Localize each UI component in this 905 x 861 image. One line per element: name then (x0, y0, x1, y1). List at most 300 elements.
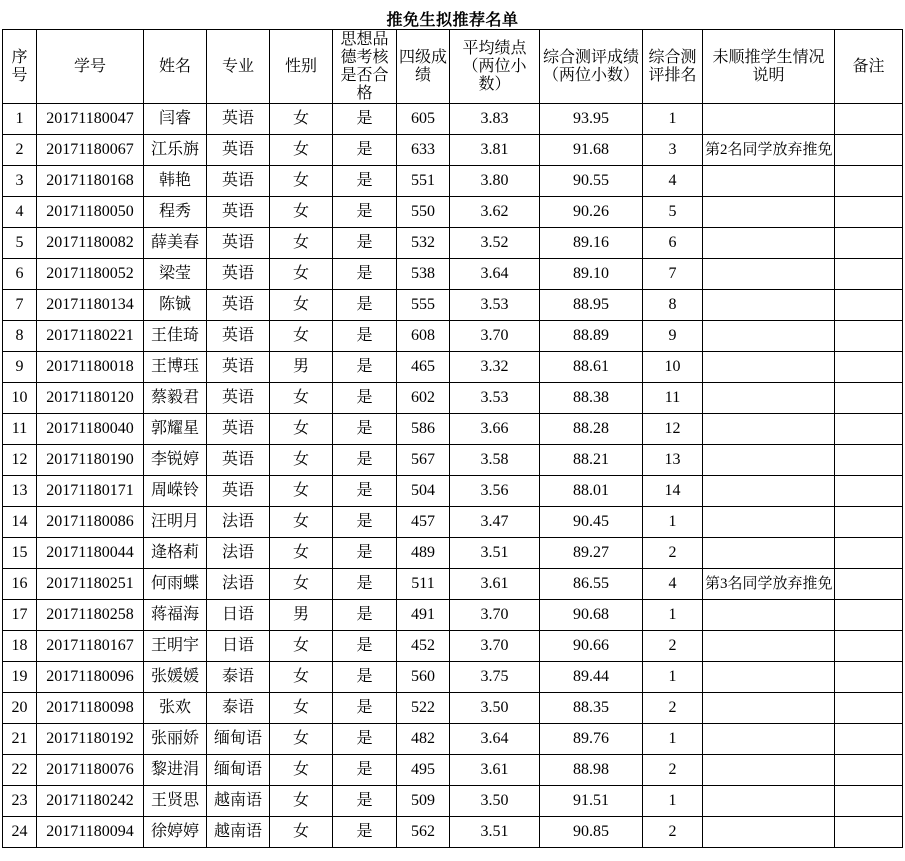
cell-cet4-score: 608 (397, 321, 450, 352)
cell-name: 韩艳 (144, 166, 207, 197)
table-row (3, 166, 903, 197)
cell-evaluation-rank: 11 (643, 383, 703, 414)
cell-cet4-score: 509 (397, 786, 450, 817)
cell-moral-assessment: 是 (333, 662, 397, 693)
cell-evaluation-score: 89.44 (540, 662, 643, 693)
cell-major: 越南语 (207, 817, 270, 848)
cell-name: 郭耀星 (144, 414, 207, 445)
cell-remark (835, 507, 903, 538)
header-cell-student-id: 学号 (37, 30, 144, 104)
cell-moral-assessment: 是 (333, 693, 397, 724)
cell-index: 19 (3, 662, 37, 693)
table-row (3, 197, 903, 228)
cell-evaluation-rank: 1 (643, 507, 703, 538)
cell-evaluation-rank: 1 (643, 662, 703, 693)
cell-remark (835, 259, 903, 290)
header-cell-cet4-score: 四级成绩 (397, 30, 450, 104)
cell-major: 英语 (207, 321, 270, 352)
cell-moral-assessment: 是 (333, 507, 397, 538)
cell-evaluation-score: 90.55 (540, 166, 643, 197)
cell-cet4-score: 555 (397, 290, 450, 321)
cell-cet4-score: 532 (397, 228, 450, 259)
cell-major: 法语 (207, 569, 270, 600)
cell-gender: 女 (270, 135, 333, 166)
cell-name: 闫睿 (144, 104, 207, 135)
cell-gpa: 3.61 (450, 755, 540, 786)
table-row (3, 321, 903, 352)
cell-name: 黎进涓 (144, 755, 207, 786)
cell-major: 缅甸语 (207, 755, 270, 786)
cell-cet4-score: 567 (397, 445, 450, 476)
cell-index: 20 (3, 693, 37, 724)
cell-student-id: 20171180094 (37, 817, 144, 848)
cell-cet4-score: 491 (397, 600, 450, 631)
cell-name: 李锐婷 (144, 445, 207, 476)
cell-remark (835, 724, 903, 755)
cell-moral-assessment: 是 (333, 197, 397, 228)
cell-moral-assessment: 是 (333, 228, 397, 259)
cell-evaluation-rank: 2 (643, 693, 703, 724)
cell-student-id: 20171180192 (37, 724, 144, 755)
cell-name: 张丽娇 (144, 724, 207, 755)
cell-evaluation-rank: 10 (643, 352, 703, 383)
cell-moral-assessment: 是 (333, 538, 397, 569)
cell-gpa: 3.81 (450, 135, 540, 166)
cell-student-id: 20171180167 (37, 631, 144, 662)
cell-remark (835, 135, 903, 166)
cell-index: 13 (3, 476, 37, 507)
cell-evaluation-score: 90.68 (540, 600, 643, 631)
cell-skip-note (703, 786, 835, 817)
cell-gender: 女 (270, 414, 333, 445)
table-row (3, 662, 903, 693)
table-row (3, 228, 903, 259)
cell-evaluation-score: 90.66 (540, 631, 643, 662)
cell-name: 王佳琦 (144, 321, 207, 352)
cell-remark (835, 817, 903, 848)
cell-gender: 女 (270, 166, 333, 197)
cell-major: 越南语 (207, 786, 270, 817)
cell-student-id: 20171180251 (37, 569, 144, 600)
cell-index: 4 (3, 197, 37, 228)
cell-name: 梁莹 (144, 259, 207, 290)
cell-index: 14 (3, 507, 37, 538)
cell-cet4-score: 633 (397, 135, 450, 166)
cell-student-id: 20171180258 (37, 600, 144, 631)
header-cell-gpa: 平均绩点（两位小数） (450, 30, 540, 104)
cell-remark (835, 197, 903, 228)
cell-skip-note: 第2名同学放弃推免 (703, 135, 835, 166)
cell-major: 泰语 (207, 662, 270, 693)
cell-gender: 女 (270, 693, 333, 724)
cell-gpa: 3.70 (450, 321, 540, 352)
cell-evaluation-rank: 2 (643, 631, 703, 662)
cell-moral-assessment: 是 (333, 383, 397, 414)
cell-evaluation-rank: 14 (643, 476, 703, 507)
cell-student-id: 20171180044 (37, 538, 144, 569)
cell-name: 江乐旃 (144, 135, 207, 166)
cell-name: 何雨蝶 (144, 569, 207, 600)
cell-evaluation-rank: 7 (643, 259, 703, 290)
cell-cet4-score: 605 (397, 104, 450, 135)
cell-index: 15 (3, 538, 37, 569)
cell-moral-assessment: 是 (333, 476, 397, 507)
cell-evaluation-rank: 1 (643, 724, 703, 755)
cell-major: 缅甸语 (207, 724, 270, 755)
cell-evaluation-score: 89.10 (540, 259, 643, 290)
cell-index: 16 (3, 569, 37, 600)
header-cell-evaluation-rank: 综合测评排名 (643, 30, 703, 104)
cell-gpa: 3.64 (450, 259, 540, 290)
cell-gpa: 3.47 (450, 507, 540, 538)
cell-major: 日语 (207, 631, 270, 662)
cell-index: 9 (3, 352, 37, 383)
cell-gpa: 3.51 (450, 817, 540, 848)
cell-name: 徐婷婷 (144, 817, 207, 848)
cell-name: 陈铖 (144, 290, 207, 321)
cell-gender: 女 (270, 476, 333, 507)
cell-gpa: 3.53 (450, 290, 540, 321)
cell-evaluation-score: 88.98 (540, 755, 643, 786)
cell-index: 10 (3, 383, 37, 414)
cell-major: 英语 (207, 290, 270, 321)
cell-gpa: 3.50 (450, 786, 540, 817)
cell-moral-assessment: 是 (333, 321, 397, 352)
cell-remark (835, 569, 903, 600)
table-row (3, 352, 903, 383)
cell-evaluation-score: 88.38 (540, 383, 643, 414)
cell-cet4-score: 452 (397, 631, 450, 662)
cell-remark (835, 476, 903, 507)
cell-student-id: 20171180242 (37, 786, 144, 817)
cell-evaluation-score: 90.26 (540, 197, 643, 228)
cell-gpa: 3.66 (450, 414, 540, 445)
recommendation-table (2, 29, 903, 848)
cell-gender: 女 (270, 445, 333, 476)
cell-gender: 女 (270, 817, 333, 848)
cell-major: 英语 (207, 166, 270, 197)
cell-evaluation-rank: 1 (643, 786, 703, 817)
table-row (3, 786, 903, 817)
cell-skip-note (703, 290, 835, 321)
cell-student-id: 20171180221 (37, 321, 144, 352)
cell-evaluation-score: 88.01 (540, 476, 643, 507)
cell-major: 英语 (207, 476, 270, 507)
cell-remark (835, 538, 903, 569)
cell-name: 王博珏 (144, 352, 207, 383)
cell-evaluation-score: 89.76 (540, 724, 643, 755)
header-cell-major: 专业 (207, 30, 270, 104)
cell-name: 张欢 (144, 693, 207, 724)
cell-moral-assessment: 是 (333, 135, 397, 166)
cell-skip-note (703, 414, 835, 445)
cell-gpa: 3.51 (450, 538, 540, 569)
cell-skip-note (703, 600, 835, 631)
cell-skip-note (703, 445, 835, 476)
cell-cet4-score: 457 (397, 507, 450, 538)
table-row (3, 538, 903, 569)
cell-remark (835, 321, 903, 352)
cell-skip-note (703, 383, 835, 414)
cell-moral-assessment: 是 (333, 724, 397, 755)
cell-evaluation-score: 90.85 (540, 817, 643, 848)
cell-gender: 女 (270, 259, 333, 290)
cell-index: 7 (3, 290, 37, 321)
cell-gender: 女 (270, 724, 333, 755)
cell-gpa: 3.70 (450, 631, 540, 662)
cell-evaluation-rank: 3 (643, 135, 703, 166)
cell-major: 英语 (207, 197, 270, 228)
cell-gender: 女 (270, 631, 333, 662)
cell-index: 1 (3, 104, 37, 135)
cell-evaluation-rank: 6 (643, 228, 703, 259)
cell-major: 英语 (207, 228, 270, 259)
cell-major: 英语 (207, 352, 270, 383)
cell-student-id: 20171180096 (37, 662, 144, 693)
table-row (3, 817, 903, 848)
cell-evaluation-score: 91.51 (540, 786, 643, 817)
cell-evaluation-rank: 4 (643, 569, 703, 600)
table-row (3, 600, 903, 631)
table-row (3, 693, 903, 724)
cell-gender: 女 (270, 538, 333, 569)
cell-gender: 女 (270, 290, 333, 321)
cell-gpa: 3.58 (450, 445, 540, 476)
cell-skip-note (703, 662, 835, 693)
cell-cet4-score: 495 (397, 755, 450, 786)
cell-student-id: 20171180050 (37, 197, 144, 228)
cell-major: 法语 (207, 507, 270, 538)
cell-moral-assessment: 是 (333, 631, 397, 662)
cell-index: 11 (3, 414, 37, 445)
cell-cet4-score: 550 (397, 197, 450, 228)
page-title: 推免生拟推荐名单 (386, 12, 519, 29)
cell-name: 蔡毅君 (144, 383, 207, 414)
cell-skip-note (703, 507, 835, 538)
cell-remark (835, 445, 903, 476)
cell-moral-assessment: 是 (333, 569, 397, 600)
cell-evaluation-score: 88.95 (540, 290, 643, 321)
header-cell-name: 姓名 (144, 30, 207, 104)
cell-evaluation-rank: 2 (643, 538, 703, 569)
table-row (3, 507, 903, 538)
cell-remark (835, 600, 903, 631)
cell-evaluation-score: 91.68 (540, 135, 643, 166)
table-row (3, 724, 903, 755)
cell-gpa: 3.75 (450, 662, 540, 693)
cell-major: 法语 (207, 538, 270, 569)
cell-major: 英语 (207, 104, 270, 135)
cell-major: 英语 (207, 383, 270, 414)
cell-remark (835, 786, 903, 817)
cell-student-id: 20171180134 (37, 290, 144, 321)
cell-skip-note: 第3名同学放弃推免 (703, 569, 835, 600)
cell-evaluation-score: 89.27 (540, 538, 643, 569)
header-cell-moral-assessment: 思想品德考核是否合格 (333, 30, 397, 104)
cell-moral-assessment: 是 (333, 104, 397, 135)
cell-moral-assessment: 是 (333, 817, 397, 848)
cell-evaluation-score: 88.89 (540, 321, 643, 352)
cell-gender: 女 (270, 786, 333, 817)
cell-student-id: 20171180076 (37, 755, 144, 786)
cell-gender: 女 (270, 321, 333, 352)
cell-gender: 女 (270, 383, 333, 414)
header-cell-remark: 备注 (835, 30, 903, 104)
table-row (3, 569, 903, 600)
cell-gpa: 3.62 (450, 197, 540, 228)
cell-skip-note (703, 228, 835, 259)
cell-remark (835, 631, 903, 662)
table-row (3, 755, 903, 786)
cell-evaluation-rank: 13 (643, 445, 703, 476)
table-row (3, 290, 903, 321)
cell-student-id: 20171180171 (37, 476, 144, 507)
cell-skip-note (703, 693, 835, 724)
cell-evaluation-rank: 9 (643, 321, 703, 352)
cell-moral-assessment: 是 (333, 166, 397, 197)
cell-evaluation-rank: 8 (643, 290, 703, 321)
cell-skip-note (703, 631, 835, 662)
header-cell-skip-note: 未顺推学生情况说明 (703, 30, 835, 104)
cell-gender: 女 (270, 228, 333, 259)
cell-evaluation-score: 88.28 (540, 414, 643, 445)
cell-name: 周嵘铃 (144, 476, 207, 507)
cell-evaluation-score: 88.21 (540, 445, 643, 476)
cell-gender: 女 (270, 755, 333, 786)
cell-cet4-score: 522 (397, 693, 450, 724)
cell-gpa: 3.70 (450, 600, 540, 631)
cell-moral-assessment: 是 (333, 259, 397, 290)
table-row (3, 631, 903, 662)
cell-major: 日语 (207, 600, 270, 631)
cell-cet4-score: 586 (397, 414, 450, 445)
cell-major: 泰语 (207, 693, 270, 724)
cell-skip-note (703, 197, 835, 228)
cell-remark (835, 290, 903, 321)
cell-evaluation-score: 88.35 (540, 693, 643, 724)
cell-cet4-score: 562 (397, 817, 450, 848)
cell-index: 5 (3, 228, 37, 259)
cell-evaluation-rank: 5 (643, 197, 703, 228)
cell-skip-note (703, 538, 835, 569)
cell-student-id: 20171180190 (37, 445, 144, 476)
cell-skip-note (703, 166, 835, 197)
table-row (3, 259, 903, 290)
cell-gpa: 3.61 (450, 569, 540, 600)
cell-moral-assessment: 是 (333, 290, 397, 321)
cell-major: 英语 (207, 414, 270, 445)
cell-gpa: 3.53 (450, 383, 540, 414)
cell-gpa: 3.80 (450, 166, 540, 197)
cell-evaluation-score: 86.55 (540, 569, 643, 600)
cell-index: 22 (3, 755, 37, 786)
cell-name: 张媛媛 (144, 662, 207, 693)
cell-student-id: 20171180052 (37, 259, 144, 290)
table-header (3, 30, 903, 104)
cell-skip-note (703, 259, 835, 290)
table-row (3, 414, 903, 445)
cell-skip-note (703, 817, 835, 848)
cell-skip-note (703, 755, 835, 786)
cell-skip-note (703, 724, 835, 755)
cell-cet4-score: 482 (397, 724, 450, 755)
cell-remark (835, 414, 903, 445)
cell-moral-assessment: 是 (333, 352, 397, 383)
cell-student-id: 20171180098 (37, 693, 144, 724)
cell-evaluation-score: 90.45 (540, 507, 643, 538)
cell-major: 英语 (207, 445, 270, 476)
cell-name: 王贤思 (144, 786, 207, 817)
cell-index: 12 (3, 445, 37, 476)
cell-moral-assessment: 是 (333, 755, 397, 786)
cell-student-id: 20171180082 (37, 228, 144, 259)
cell-evaluation-rank: 2 (643, 755, 703, 786)
cell-moral-assessment: 是 (333, 445, 397, 476)
cell-index: 24 (3, 817, 37, 848)
cell-remark (835, 383, 903, 414)
cell-index: 8 (3, 321, 37, 352)
cell-gender: 男 (270, 600, 333, 631)
cell-gender: 女 (270, 662, 333, 693)
cell-cet4-score: 465 (397, 352, 450, 383)
cell-evaluation-score: 88.61 (540, 352, 643, 383)
cell-gender: 女 (270, 507, 333, 538)
cell-index: 18 (3, 631, 37, 662)
cell-evaluation-score: 93.95 (540, 104, 643, 135)
cell-index: 2 (3, 135, 37, 166)
cell-moral-assessment: 是 (333, 600, 397, 631)
cell-student-id: 20171180168 (37, 166, 144, 197)
cell-student-id: 20171180086 (37, 507, 144, 538)
cell-index: 6 (3, 259, 37, 290)
cell-gpa: 3.56 (450, 476, 540, 507)
cell-remark (835, 755, 903, 786)
cell-skip-note (703, 352, 835, 383)
cell-moral-assessment: 是 (333, 786, 397, 817)
header-cell-gender: 性别 (270, 30, 333, 104)
table-row (3, 104, 903, 135)
header-cell-evaluation-score: 综合测评成绩（两位小数） (540, 30, 643, 104)
cell-major: 英语 (207, 259, 270, 290)
cell-index: 21 (3, 724, 37, 755)
cell-gpa: 3.32 (450, 352, 540, 383)
cell-remark (835, 228, 903, 259)
cell-index: 23 (3, 786, 37, 817)
cell-gender: 女 (270, 569, 333, 600)
cell-gender: 女 (270, 104, 333, 135)
cell-skip-note (703, 321, 835, 352)
cell-remark (835, 693, 903, 724)
cell-name: 程秀 (144, 197, 207, 228)
table-row (3, 383, 903, 414)
table-row (3, 445, 903, 476)
cell-moral-assessment: 是 (333, 414, 397, 445)
cell-evaluation-rank: 1 (643, 104, 703, 135)
cell-cet4-score: 551 (397, 166, 450, 197)
cell-gender: 男 (270, 352, 333, 383)
cell-cet4-score: 511 (397, 569, 450, 600)
cell-student-id: 20171180040 (37, 414, 144, 445)
cell-cet4-score: 602 (397, 383, 450, 414)
cell-remark (835, 352, 903, 383)
table-row (3, 135, 903, 166)
cell-student-id: 20171180120 (37, 383, 144, 414)
header-cell-index: 序号 (3, 30, 37, 104)
cell-gender: 女 (270, 197, 333, 228)
table-body (3, 104, 903, 848)
header-row (3, 30, 903, 104)
cell-evaluation-rank: 2 (643, 817, 703, 848)
